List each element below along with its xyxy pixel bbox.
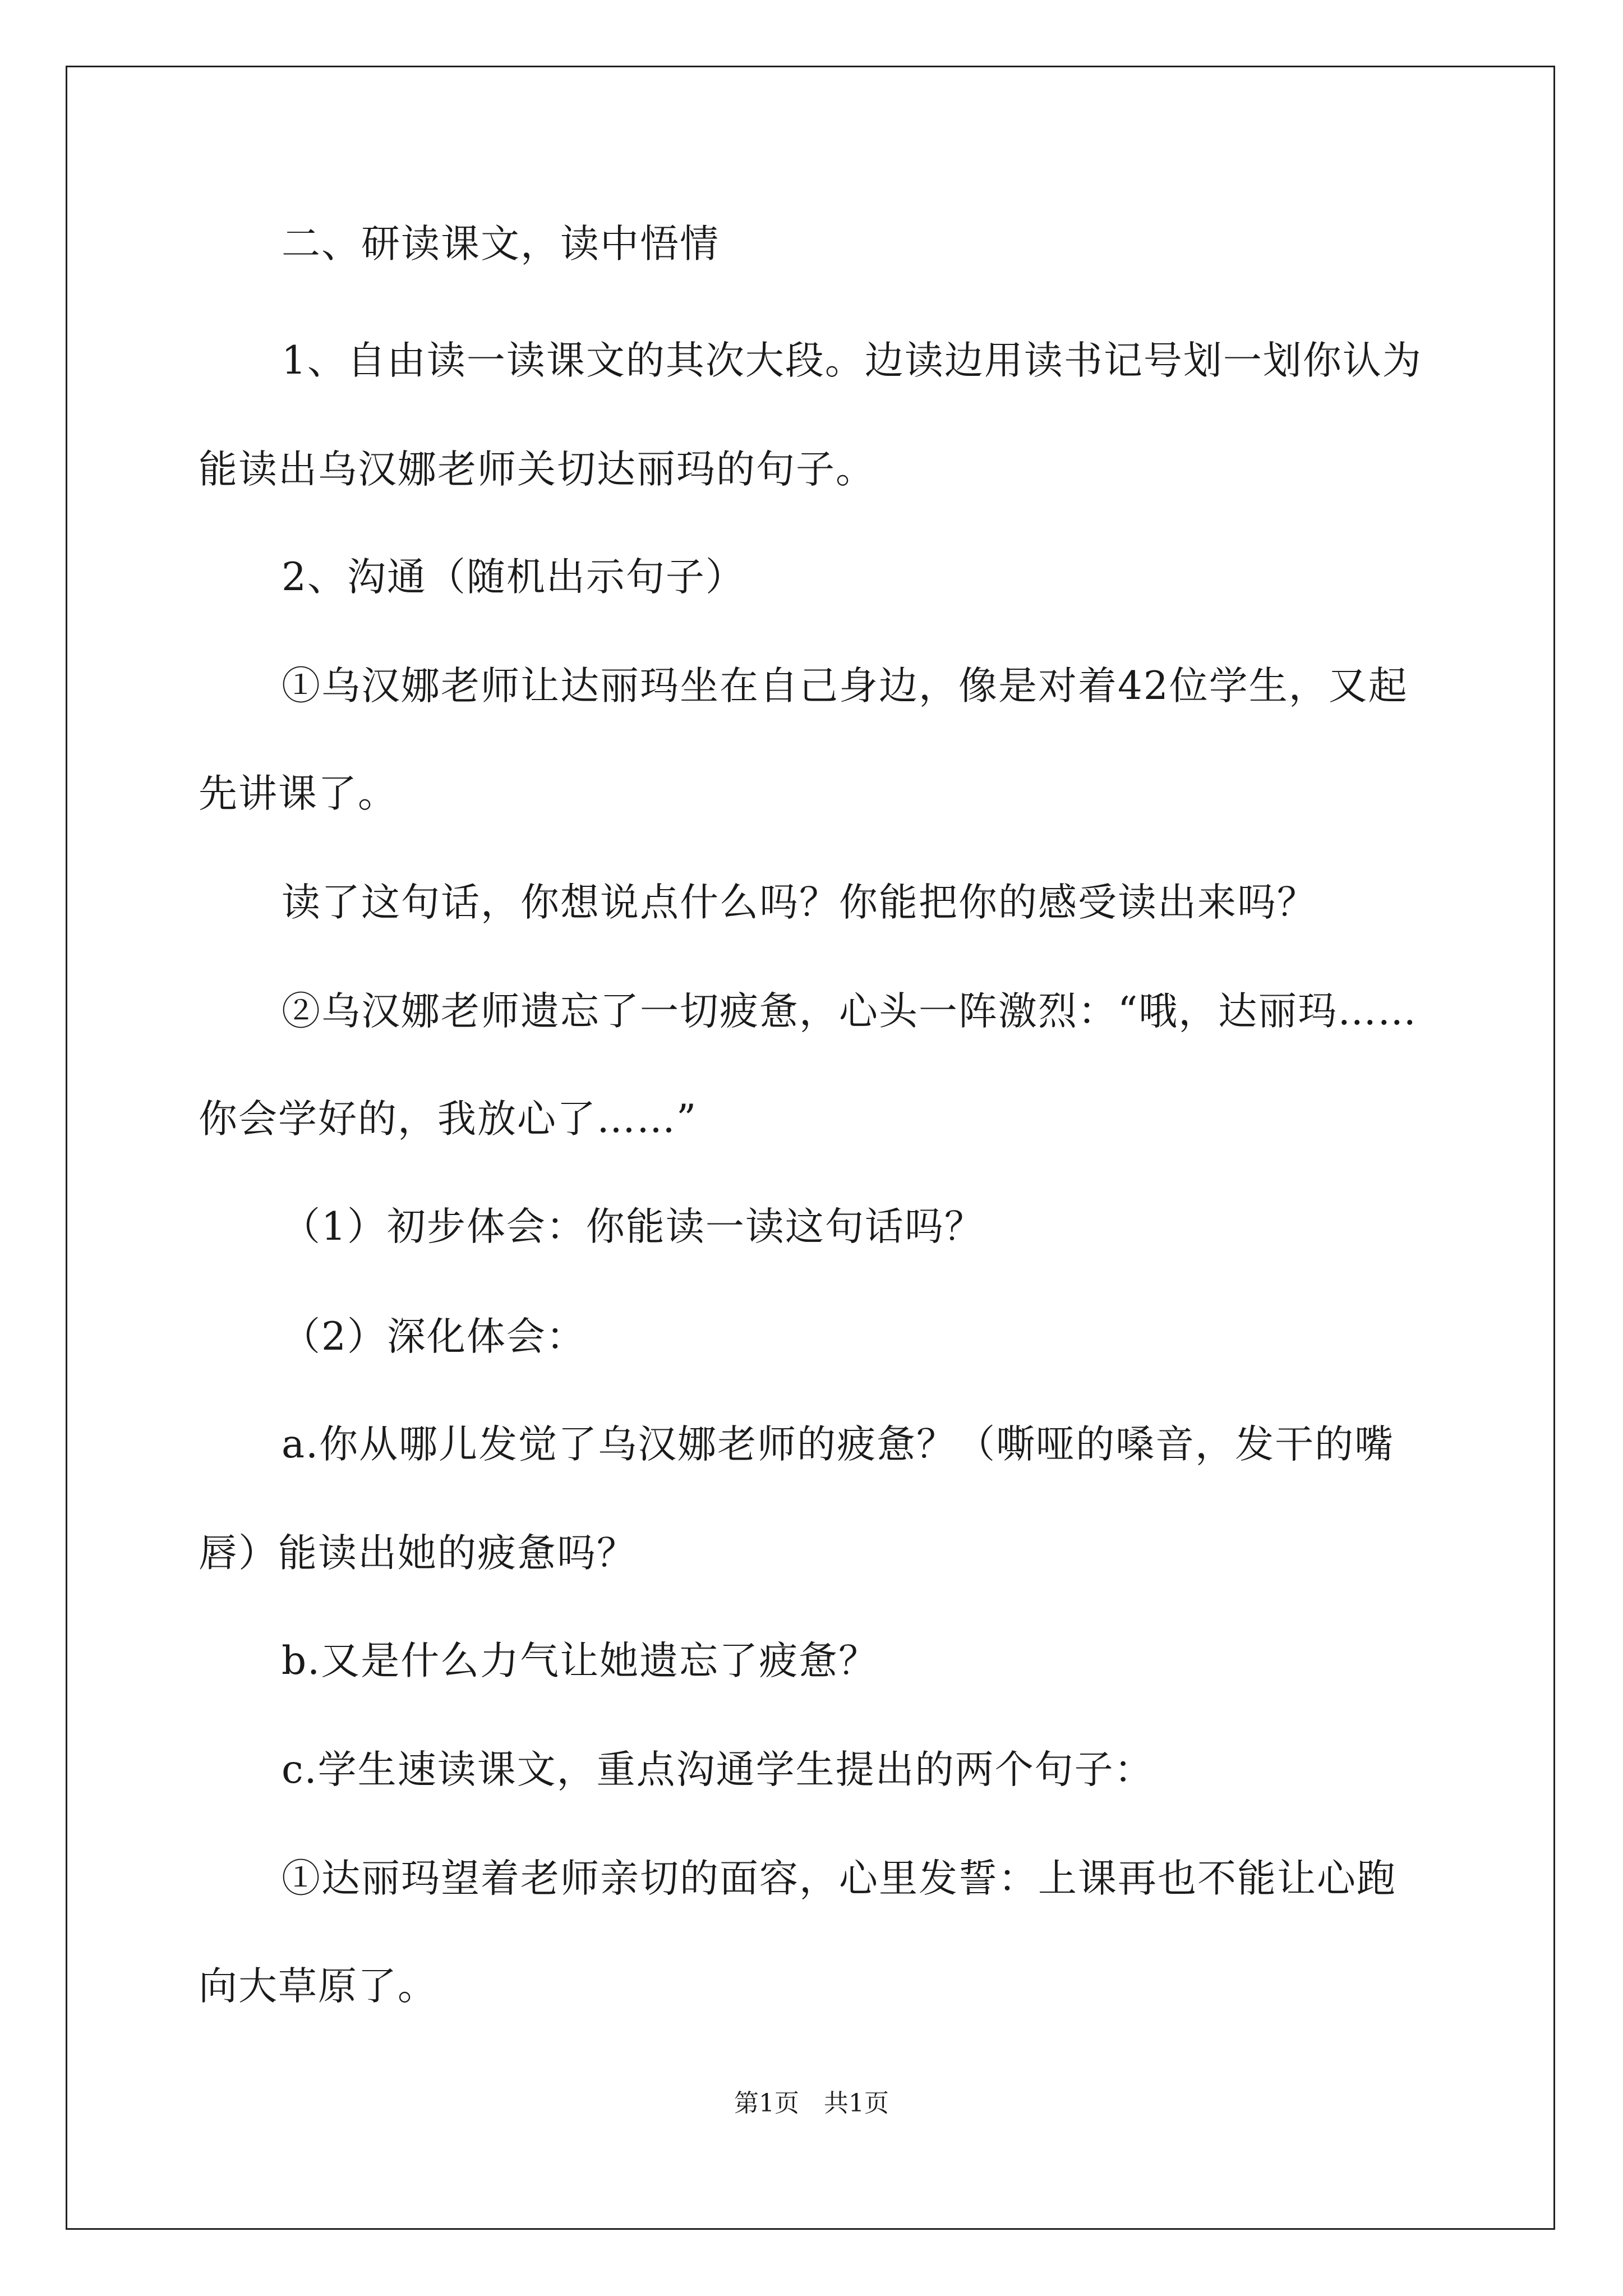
page-border [66, 66, 1555, 2230]
paragraph-line: （1）初步体会：你能读一读这句话吗？ [282, 1204, 984, 1249]
paragraph-line: 向大草原了。 [199, 1964, 437, 2009]
paragraph-line: 你会学好的，我放心了……” [199, 1097, 698, 1142]
paragraph-line: 1、自由读一读课文的其次大段。边读边用读书记号划一划你认为 [282, 338, 1422, 383]
paragraph-line: 2、沟通（随机出示句子） [282, 555, 745, 600]
paragraph-line: ②乌汉娜老师遗忘了一切疲惫，心头一阵激烈：“哦，达丽玛…… [282, 989, 1418, 1034]
paragraph-line: a.你从哪儿发觉了乌汉娜老师的疲惫？（嘶哑的嗓音，发干的嘴 [282, 1422, 1395, 1467]
paragraph-line: 能读出乌汉娜老师关切达丽玛的句子。 [199, 447, 875, 492]
paragraph-line: 先讲课了。 [199, 771, 398, 816]
paragraph-line: b.又是什么力气让她遗忘了疲惫？ [282, 1639, 879, 1683]
paragraph-line: ①达丽玛望着老师亲切的面容，心里发誓：上课再也不能让心跑 [282, 1856, 1396, 1901]
paragraph-line: 读了这句话，你想说点什么吗？你能把你的感受读出来吗？ [282, 880, 1317, 925]
paragraph-line: ①乌汉娜老师让达丽玛坐在自己身边，像是对着42位学生，又起 [282, 664, 1408, 708]
page-footer: 第1页 共1页 [734, 2089, 889, 2118]
paragraph-line: （2）深化体会： [282, 1314, 586, 1359]
paragraph-line: 唇）能读出她的疲惫吗？ [199, 1531, 637, 1576]
paragraph-line: c.学生速读课文，重点沟通学生提出的两个句子： [282, 1747, 1154, 1792]
section-heading: 二、研读课文，读中悟情 [282, 222, 720, 266]
